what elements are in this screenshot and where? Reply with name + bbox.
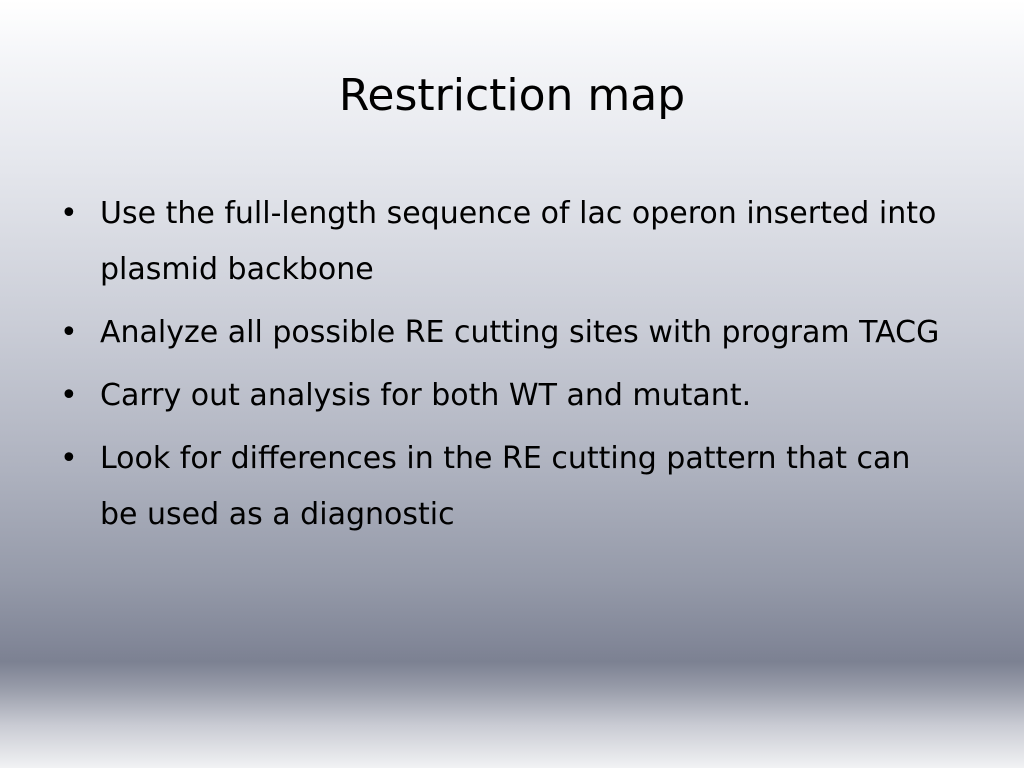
bullet-icon: • [60,378,78,413]
bullet-icon: • [60,441,78,476]
bullet-item [50,305,950,361]
bullet-item [50,431,950,543]
bullet-text: Analyze all possible RE cutting sites with program TACG [100,315,940,350]
bullet-text: Use the full-length sequence of lac operon inserted into plasmid backbone [100,196,937,287]
slide-title: Restriction map [338,70,686,121]
bullet-text: Carry out analysis for both WT and mutant. [100,378,752,413]
bullet-text: Look for differences in the RE cutting pattern that can be used as a diagnostic [100,441,911,532]
bullet-icon: • [60,196,78,231]
bullet-icon: • [60,315,78,350]
bullet-list [50,186,950,550]
bullet-item [50,368,950,424]
bullet-item [50,186,950,298]
